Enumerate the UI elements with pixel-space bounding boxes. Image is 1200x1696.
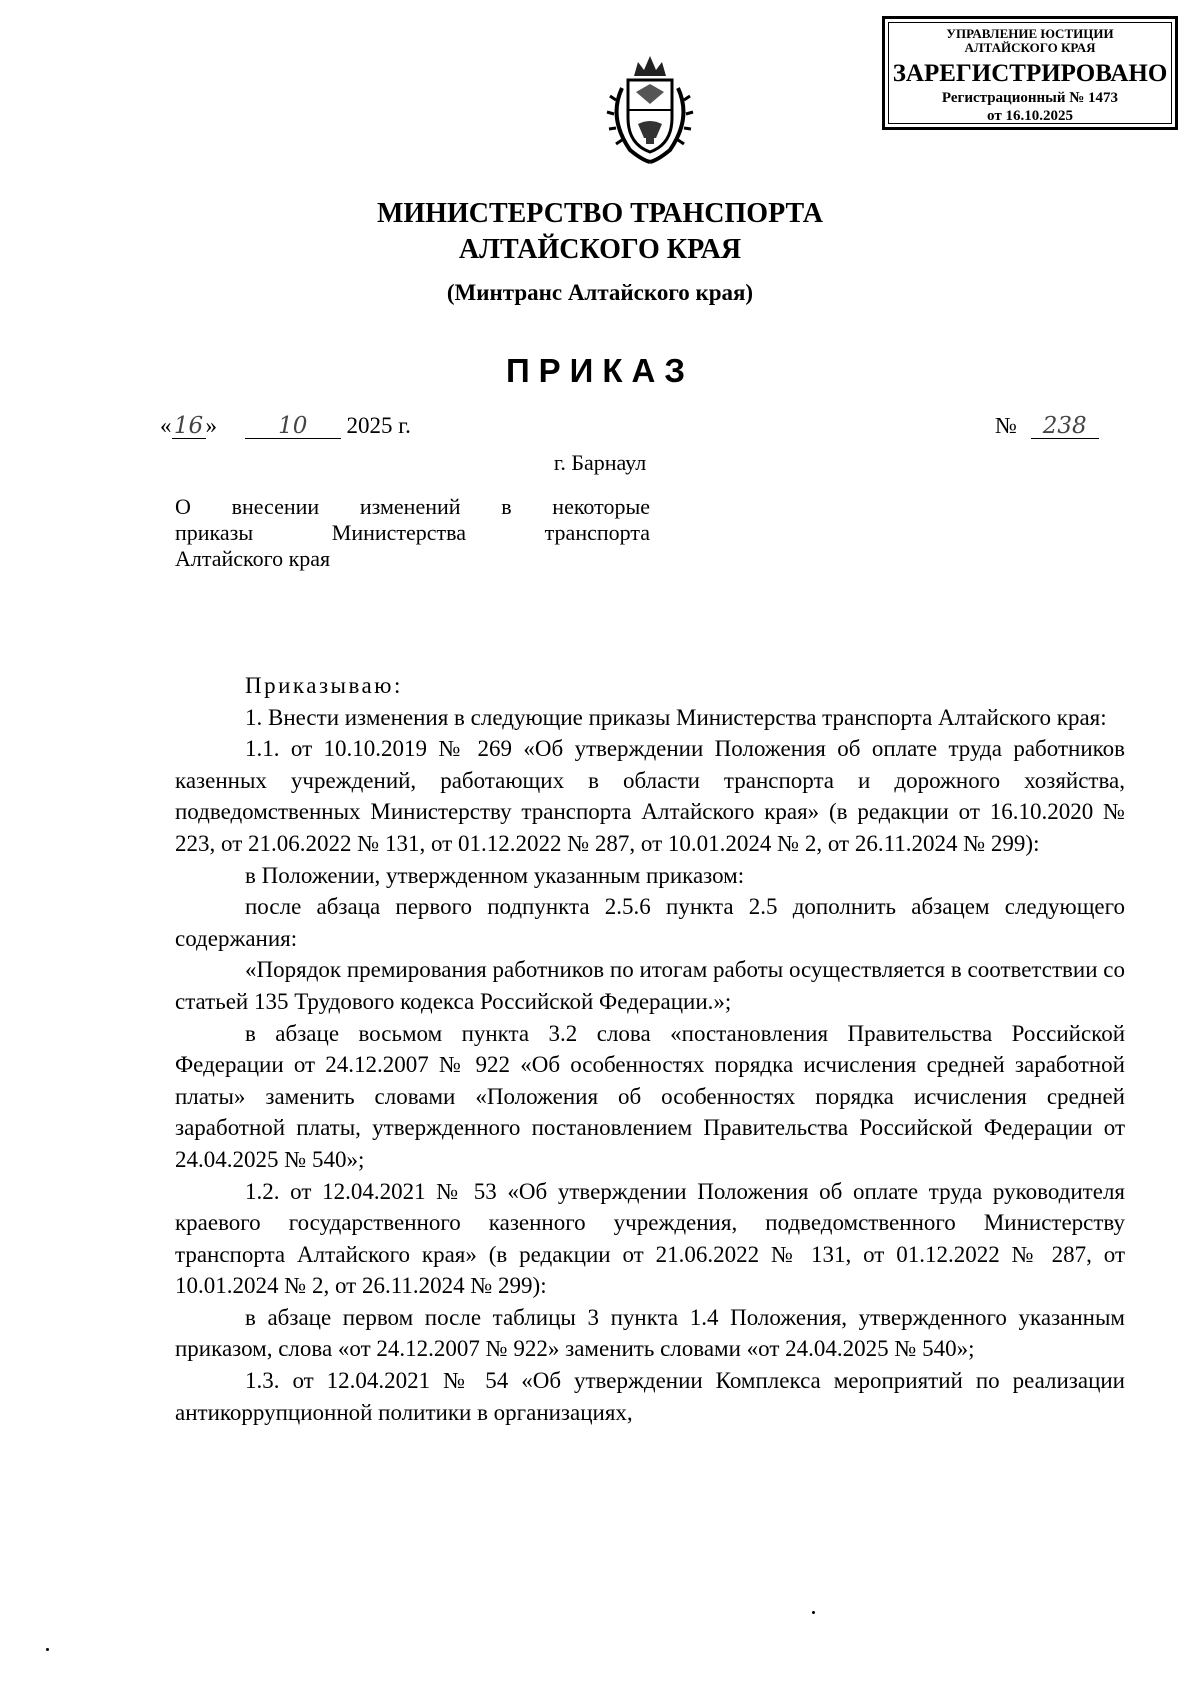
date-open-quote: « — [160, 413, 172, 438]
date-day: 16 — [172, 414, 206, 439]
subject-line: приказы Министерства транспорта — [175, 520, 650, 545]
coat-of-arms-icon — [590, 48, 710, 168]
order-preamble: Приказываю: — [245, 673, 403, 698]
body-paragraph: в абзаце первом после таблицы 3 пункта 1.4 Положения, утвержденного указанным приказом, слова «от 24.12.2007 № 922» заменить словами «от 24.04.2025 № 540»; — [175, 1304, 1125, 1362]
body-paragraph: 1.3. от 12.04.2021 № 54 «Об утверждении Комплекса мероприятий по реализации антикоррупционной политики в организациях, — [175, 1368, 1125, 1425]
body-paragraph: после абзаца первого подпункта 2.5.6 пункта 2.5 дополнить абзацем следующего содержания: — [175, 894, 1125, 951]
date-month: 10 — [245, 414, 341, 439]
stamp-authority-line2: АЛТАЙСКОГО КРАЯ — [964, 40, 1096, 55]
scan-speck — [46, 1648, 49, 1651]
body-paragraph: в абзаце восьмом пункта 3.2 слова «постановления Правительства Российской Федерации от 24.12.2007 № 922 «Об особенностях порядка исчисления средней заработной платы» заменить словами «Положения об особенностях порядка исчисления средней заработной платы, утвержденного постановлением Правительства Российской Федерации от 24.04.2025 № 540»; — [175, 1020, 1125, 1172]
body-paragraph: «Порядок премирования работников по итогам работы осуществляется в соответствии со статьей 135 Трудового кодекса Российской Федерации.»; — [175, 957, 1125, 1014]
subject-line: О внесении изменений в некоторые — [175, 494, 650, 519]
order-subject — [175, 494, 650, 572]
document-type-title: ПРИКАЗ — [505, 352, 695, 389]
registration-stamp — [882, 16, 1178, 130]
stamp-reg-number: Регистрационный № 1473 — [941, 90, 1119, 106]
number-label: № — [995, 413, 1017, 438]
ministry-short-name: (Минтранс Алтайского края) — [446, 280, 754, 305]
body-paragraph: в Положении, утвержденном указанным приказом: — [245, 862, 745, 888]
order-number — [995, 412, 1099, 440]
number-value: 238 — [1031, 414, 1099, 439]
body-paragraph: 1.2. от 12.04.2021 № 53 «Об утверждении Положения об оплате труда руководителя краевого государственного казенного учреждения, подведомственного Министерству транспорта Алтайского края» (в редакции от 21.06.2022 № 131, от 01.12.2022 № 287, от 10.01.2024 № 2, от 26.11.2024 № 299): — [175, 1178, 1125, 1299]
body-paragraph: 1.1. от 10.10.2019 № 269 «Об утверждении Положения об оплате труда работников казенных учреждений, работающих в области транспорта и дорожного хозяйства, подведомственных Министерству транспорта Алтайского края» (в редакции от 16.10.2020 № 223, от 21.06.2022 № 131, от 01.12.2022 № 287, от 10.01.2024 № 2, от 26.11.2024 № 299): — [175, 736, 1125, 856]
ministry-name — [300, 196, 900, 268]
city: г. Барнаул — [553, 450, 647, 475]
ministry-name-line2: АЛТАЙСКОГО КРАЯ — [458, 234, 742, 265]
body-paragraph: 1. Внести изменения в следующие приказы Министерства транспорта Алтайского края: — [245, 704, 1107, 730]
stamp-authority-line1: УПРАВЛЕНИЕ ЮСТИЦИИ — [946, 26, 1114, 41]
order-body — [175, 670, 1125, 1428]
scan-speck — [812, 1611, 815, 1614]
ministry-name-line1: МИНИСТЕРСТВО ТРАНСПОРТА — [376, 198, 824, 229]
subject-line: Алтайского края — [175, 546, 331, 571]
date-close-quote: » — [205, 413, 217, 438]
date-year: 2025 г. — [346, 413, 411, 438]
order-date — [160, 412, 411, 440]
stamp-reg-date: от 16.10.2025 — [987, 108, 1073, 124]
stamp-status: ЗАРЕГИСТРИРОВАНО — [892, 60, 1168, 87]
